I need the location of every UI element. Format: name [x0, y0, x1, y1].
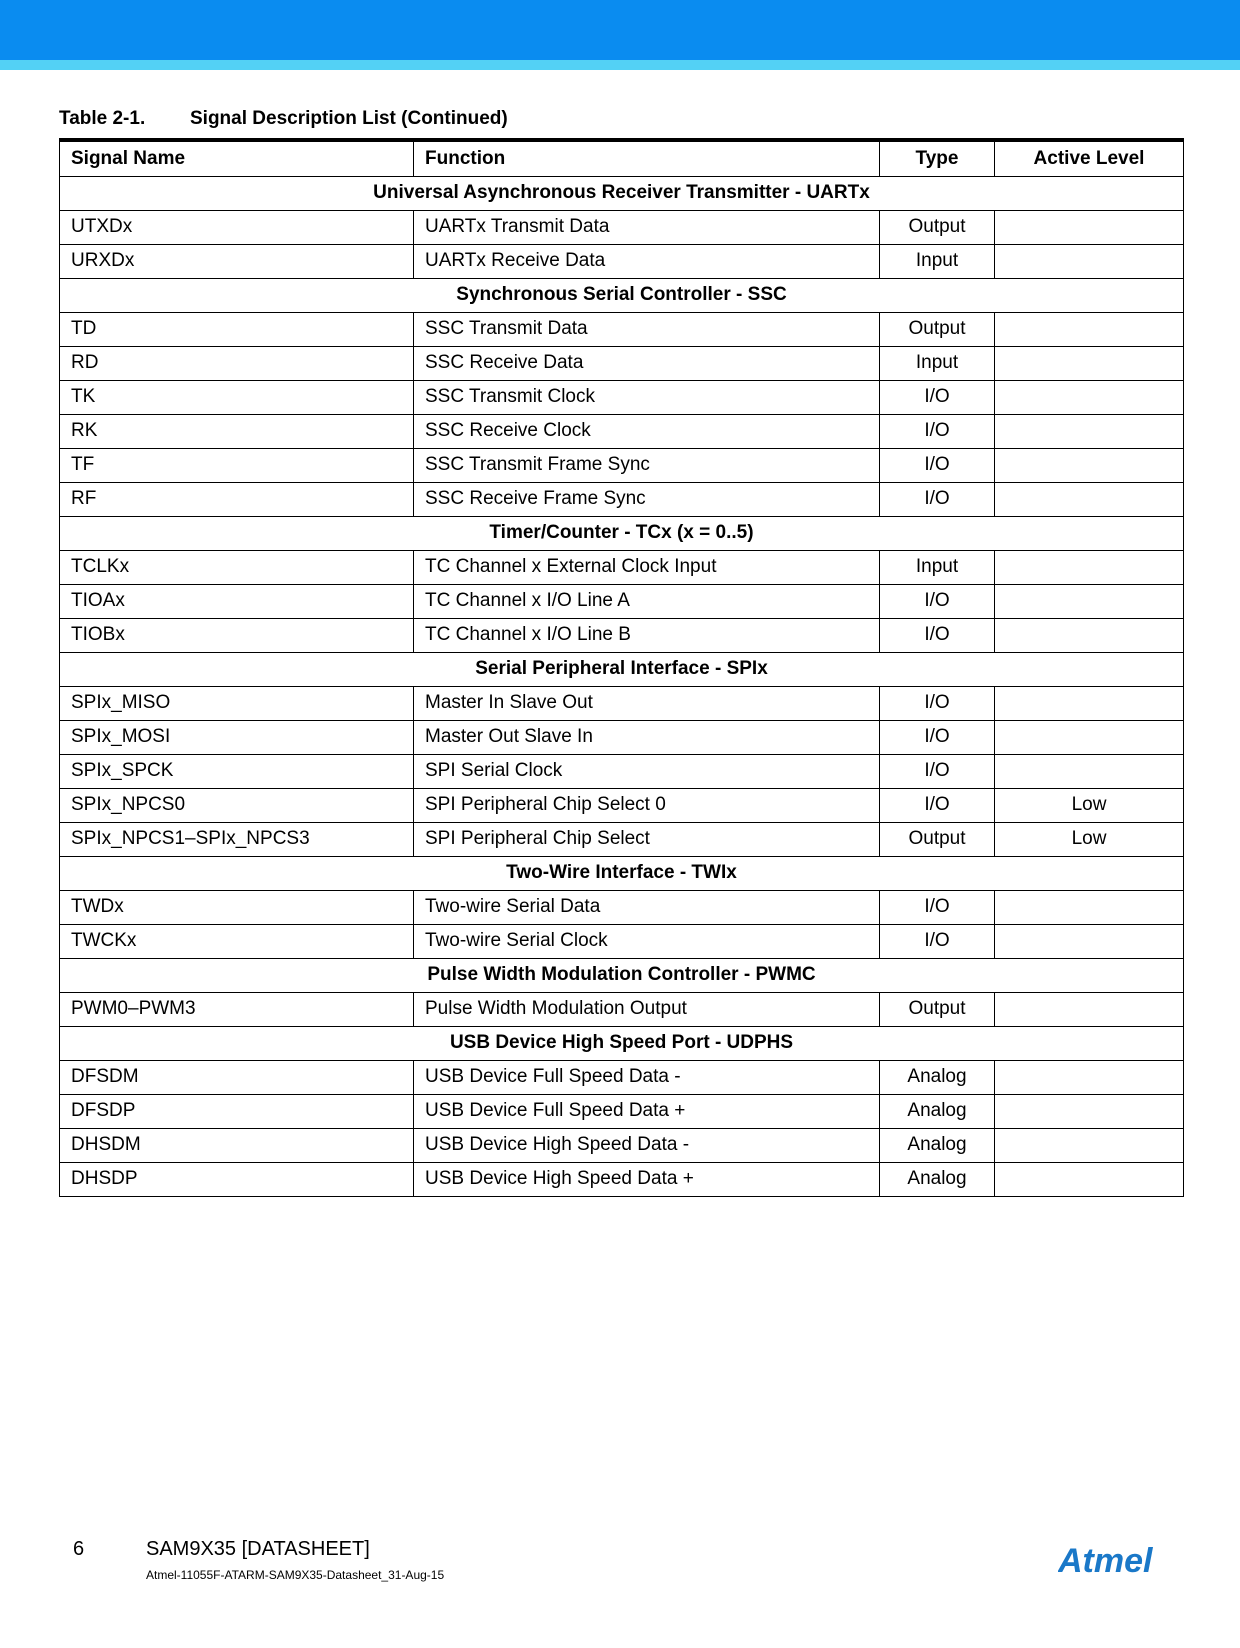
- active-level-cell: [995, 618, 1184, 652]
- signal-name-cell: TD: [60, 312, 414, 346]
- table-row: [60, 686, 1184, 720]
- table-row: [60, 618, 1184, 652]
- section-row: [60, 856, 1184, 890]
- section-row: [60, 278, 1184, 312]
- active-level-cell: [995, 1162, 1184, 1196]
- type-cell: I/O: [880, 380, 995, 414]
- table-row: [60, 788, 1184, 822]
- signal-name-cell: TK: [60, 380, 414, 414]
- section-title: Timer/Counter - TCx (x = 0..5): [60, 516, 1184, 550]
- active-level-cell: [995, 992, 1184, 1026]
- type-cell: Analog: [880, 1094, 995, 1128]
- table-row: [60, 754, 1184, 788]
- signal-name-cell: TWDx: [60, 890, 414, 924]
- function-cell: TC Channel x I/O Line B: [414, 618, 880, 652]
- document-title: SAM9X35 [DATASHEET]: [146, 1538, 370, 1560]
- column-header: Type: [880, 140, 995, 176]
- signal-name-cell: SPIx_NPCS1–SPIx_NPCS3: [60, 822, 414, 856]
- active-level-cell: Low: [995, 788, 1184, 822]
- function-cell: Two-wire Serial Data: [414, 890, 880, 924]
- type-cell: I/O: [880, 448, 995, 482]
- table-row: [60, 346, 1184, 380]
- active-level-cell: [995, 312, 1184, 346]
- page-number: 6: [73, 1538, 85, 1560]
- type-cell: I/O: [880, 924, 995, 958]
- table-header-row: [60, 140, 1184, 176]
- function-cell: Master Out Slave In: [414, 720, 880, 754]
- signal-name-cell: RK: [60, 414, 414, 448]
- function-cell: SPI Peripheral Chip Select 0: [414, 788, 880, 822]
- section-title: USB Device High Speed Port - UDPHS: [60, 1026, 1184, 1060]
- active-level-cell: [995, 924, 1184, 958]
- column-header: Active Level: [995, 140, 1184, 176]
- table-row: [60, 244, 1184, 278]
- active-level-cell: [995, 550, 1184, 584]
- active-level-cell: [995, 414, 1184, 448]
- section-title: Two-Wire Interface - TWIx: [60, 856, 1184, 890]
- column-header: Function: [414, 140, 880, 176]
- signal-name-cell: SPIx_MOSI: [60, 720, 414, 754]
- active-level-cell: [995, 380, 1184, 414]
- table-row: [60, 482, 1184, 516]
- signal-name-cell: URXDx: [60, 244, 414, 278]
- function-cell: UARTx Transmit Data: [414, 210, 880, 244]
- table-row: [60, 1128, 1184, 1162]
- section-title: Synchronous Serial Controller - SSC: [60, 278, 1184, 312]
- function-cell: Pulse Width Modulation Output: [414, 992, 880, 1026]
- table-caption: [59, 108, 508, 130]
- document-id: Atmel-11055F-ATARM-SAM9X35-Datasheet_31-Aug-15: [146, 1568, 445, 1582]
- signal-name-cell: DHSDM: [60, 1128, 414, 1162]
- signal-name-cell: RD: [60, 346, 414, 380]
- type-cell: I/O: [880, 788, 995, 822]
- signal-name-cell: SPIx_SPCK: [60, 754, 414, 788]
- function-cell: USB Device Full Speed Data -: [414, 1060, 880, 1094]
- type-cell: Analog: [880, 1162, 995, 1196]
- type-cell: Output: [880, 822, 995, 856]
- type-cell: Input: [880, 346, 995, 380]
- active-level-cell: [995, 1128, 1184, 1162]
- signal-name-cell: TIOBx: [60, 618, 414, 652]
- signal-name-cell: UTXDx: [60, 210, 414, 244]
- section-row: [60, 176, 1184, 210]
- active-level-cell: [995, 754, 1184, 788]
- active-level-cell: [995, 890, 1184, 924]
- type-cell: Output: [880, 210, 995, 244]
- table-row: [60, 584, 1184, 618]
- table-row: [60, 1162, 1184, 1196]
- table-row: [60, 720, 1184, 754]
- section-row: [60, 1026, 1184, 1060]
- active-level-cell: [995, 346, 1184, 380]
- signal-name-cell: TIOAx: [60, 584, 414, 618]
- active-level-cell: [995, 686, 1184, 720]
- header-band: [0, 0, 1240, 60]
- column-header: Signal Name: [60, 140, 414, 176]
- active-level-cell: [995, 244, 1184, 278]
- active-level-cell: Low: [995, 822, 1184, 856]
- table-row: [60, 924, 1184, 958]
- function-cell: SPI Peripheral Chip Select: [414, 822, 880, 856]
- active-level-cell: [995, 210, 1184, 244]
- type-cell: I/O: [880, 584, 995, 618]
- type-cell: Analog: [880, 1060, 995, 1094]
- function-cell: SSC Transmit Clock: [414, 380, 880, 414]
- signal-name-cell: SPIx_MISO: [60, 686, 414, 720]
- active-level-cell: [995, 1094, 1184, 1128]
- function-cell: Two-wire Serial Clock: [414, 924, 880, 958]
- section-title: Universal Asynchronous Receiver Transmitter - UARTx: [60, 176, 1184, 210]
- section-title: Serial Peripheral Interface - SPIx: [60, 652, 1184, 686]
- function-cell: SSC Receive Data: [414, 346, 880, 380]
- signal-name-cell: TF: [60, 448, 414, 482]
- signal-name-cell: DFSDP: [60, 1094, 414, 1128]
- type-cell: I/O: [880, 754, 995, 788]
- function-cell: SSC Transmit Frame Sync: [414, 448, 880, 482]
- function-cell: TC Channel x I/O Line A: [414, 584, 880, 618]
- section-row: [60, 958, 1184, 992]
- signal-name-cell: TWCKx: [60, 924, 414, 958]
- signal-name-cell: RF: [60, 482, 414, 516]
- table-row: [60, 822, 1184, 856]
- section-row: [60, 516, 1184, 550]
- active-level-cell: [995, 720, 1184, 754]
- table-title: Signal Description List (Continued): [190, 108, 508, 129]
- type-cell: Output: [880, 992, 995, 1026]
- signal-name-cell: PWM0–PWM3: [60, 992, 414, 1026]
- table-body: [60, 176, 1184, 1196]
- signal-table: [59, 138, 1184, 1197]
- table-row: [60, 1094, 1184, 1128]
- function-cell: TC Channel x External Clock Input: [414, 550, 880, 584]
- section-title: Pulse Width Modulation Controller - PWMC: [60, 958, 1184, 992]
- table-row: [60, 448, 1184, 482]
- function-cell: Master In Slave Out: [414, 686, 880, 720]
- function-cell: UARTx Receive Data: [414, 244, 880, 278]
- header-stripe: [0, 60, 1240, 70]
- type-cell: I/O: [880, 890, 995, 924]
- function-cell: SPI Serial Clock: [414, 754, 880, 788]
- table-row: [60, 380, 1184, 414]
- table-number: Table 2-1.: [59, 108, 146, 129]
- type-cell: Output: [880, 312, 995, 346]
- signal-name-cell: SPIx_NPCS0: [60, 788, 414, 822]
- type-cell: I/O: [880, 414, 995, 448]
- section-row: [60, 652, 1184, 686]
- function-cell: SSC Transmit Data: [414, 312, 880, 346]
- active-level-cell: [995, 1060, 1184, 1094]
- signal-name-cell: DFSDM: [60, 1060, 414, 1094]
- type-cell: I/O: [880, 720, 995, 754]
- function-cell: SSC Receive Frame Sync: [414, 482, 880, 516]
- function-cell: USB Device High Speed Data -: [414, 1128, 880, 1162]
- table-row: [60, 550, 1184, 584]
- type-cell: I/O: [880, 686, 995, 720]
- function-cell: USB Device Full Speed Data +: [414, 1094, 880, 1128]
- table-row: [60, 890, 1184, 924]
- type-cell: Analog: [880, 1128, 995, 1162]
- atmel-logo: [1058, 1540, 1170, 1580]
- table-row: [60, 414, 1184, 448]
- active-level-cell: [995, 482, 1184, 516]
- table-row: [60, 1060, 1184, 1094]
- active-level-cell: [995, 448, 1184, 482]
- function-cell: USB Device High Speed Data +: [414, 1162, 880, 1196]
- function-cell: SSC Receive Clock: [414, 414, 880, 448]
- signal-name-cell: TCLKx: [60, 550, 414, 584]
- type-cell: Input: [880, 550, 995, 584]
- active-level-cell: [995, 584, 1184, 618]
- type-cell: I/O: [880, 618, 995, 652]
- signal-name-cell: DHSDP: [60, 1162, 414, 1196]
- type-cell: I/O: [880, 482, 995, 516]
- table-row: [60, 312, 1184, 346]
- table-row: [60, 210, 1184, 244]
- logo-wordmark: Atmel: [1058, 1542, 1153, 1580]
- table-row: [60, 992, 1184, 1026]
- type-cell: Input: [880, 244, 995, 278]
